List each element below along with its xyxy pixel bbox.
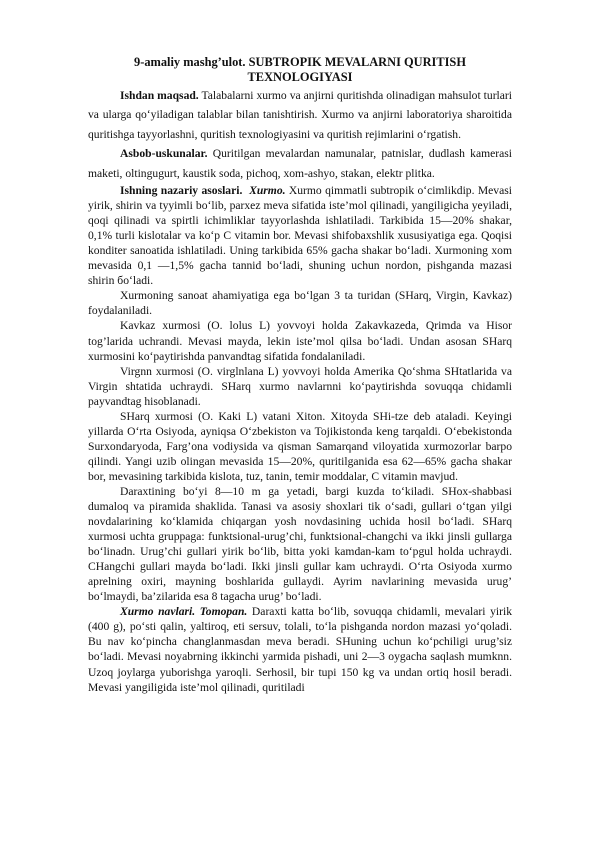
theory-text: Xurmo qimmatli subtropik o‘cimlikdip. Mevasi yirik, shirin va tyyimli bo‘lib, parxez meva sifatida iste’mol qilinadi, yangiligicha yeyiladi, qoqi qilinadi va spirtli ichimliklar tayyorlashda ishlatiladi. Tarkibida 15—20% shakar, 0,1% turli kislotalar va ko‘p C vitamin bor. Mevasi shifobaxshlik xususiyatiga ega. Qoqisi konditer sanoatida ishlatiladi. Uning tarkibida 65% gacha shakar bo‘ladi. Xurmoning xom mevasida 0,1 —1,5% gacha tannid bo‘ladi, shuning uchun nordon, pishganda mazasi shirin бo‘ladi. xyxy=(88,184,512,288)
paragraph-oriental-persimmon: SHarq xurmosi (O. Kaki L) vatani Xiton. Xitoyda SHi-tze deb ataladi. Keyingi yillarda O‘rta Osiyoda, ayniqsa O‘zbekiston va Tojikistonda keng tarqaldi. O‘ebekistonda Surxondaryoda, Farg’ona vodiysida va qisman Samarqand viloyatida xurmozorlar barpo qilindi. Yangi uzib olingan mevasida 15—20%, quritilganida esa 62—65% gacha shakar bor, mevasining tarkibida kislota, tuz, tanin, temir moddalar, C vitamin mavjud. xyxy=(88,409,512,483)
theory-heading: Ishning nazariy asoslari. xyxy=(120,184,243,198)
paragraph-theory xyxy=(88,183,512,288)
paragraph-caucasian-persimmon: Kavkaz xurmosi (O. lolus L) yovvoyi holda Zakavkazeda, Qrimda va Hisor tog’larida uchrandi. Mevasi mayda, lekin iste’mol qilsa bo‘ladi. Undan asosan SHarq xurmosini ko‘paytirishda panvandtag sifatida fondalaniladi. xyxy=(88,319,512,363)
paragraph-varieties xyxy=(88,604,512,694)
paragraph-objective xyxy=(88,86,512,144)
equipment-heading: Asbob-uskunalar. xyxy=(120,147,208,161)
document-page xyxy=(88,55,512,695)
persimmon-heading: Xurmo. xyxy=(249,184,286,198)
paragraph-species: Xurmoning sanoat ahamiyatiga ega bo‘lgan 3 ta turidan (SHarq, Virgin, Kavkaz) foydalaniladi. xyxy=(88,289,512,318)
paragraph-virginia-persimmon: Virgnn xurmosi (O. virglnlana L) yovvoyi holda Amerika Qo‘shma SHtatlarida va Virgin shtatida uchraydi. SHarq xurmo navlarnni ko‘paytirishda sovuqqa chidamli payvandtag hisoblanadi. xyxy=(88,364,512,408)
paragraph-tree-description: Daraxtining bo‘yi 8—10 m ga yetadi, bargi kuzda to‘kiladi. SHox-shabbasi dumaloq va piramida shaklida. Tanasi va asosiy shoxlari tik o‘sadi, gullari o‘tgan yilgi novdalarining ko‘klamida chiqargan yosh novdasining uchida hosil bo‘ladi. SHarq xurmosi uchta gruppaga: funktsional-urug’chi, funktsional-changchi va ikki jinsli gullarga bo‘linadn. Urug’chi gullari yirik bo‘lib, bitta yoki kamdan-kam to‘pgul holda uchraydi. CHangchi gullari mayda bo‘ladi. Ikki jinsli gullar kam uchraydi. O‘rta Osiyoda xurmo aprelning oxiri, mayning boshlarida gullaydi. Ayrim navlarining mevasida urug’ bo‘lmaydi, ba’zilarida esa 8 tagacha urug’ bo‘ladi. xyxy=(88,484,512,604)
objective-text: Talabalarni xurmo va anjirni quritishda olinadigan mahsulot turlari va ularga qo‘yiladigan talablar bilan tanishtirish. Xurmo va anjirni laboratoriya sharoitida quritishga tayyorlashni, quritish texnologiyasini va quritish rejimlarini o‘rgatish. xyxy=(88,89,512,141)
page-title: 9-amaliy mashg’ulot. SUBTROPIK MEVALARNI QURITISH TEXNOLOGIYASI xyxy=(134,55,466,84)
varieties-text: Daraxti katta bo‘lib, sovuqqa chidamli, mevalari yirik (400 g), po‘sti qalin, yaltiroq, eti sersuv, tolali, to‘la pishganda nordon mazasi yo‘qoladi. Bu nav ko‘pincha changlanmasdan meva beradi. SHuning uchun ko‘pchiligi urug’siz bo‘ladi. Mevasi noyabrning ikkinchi yarmida pishadi, uni 2—3 oygacha saqlash mumknn. Uzoq joylarga yuborishga yaroqli. Serhosil, bir tupi 150 kg va undan ortiq hosil beradi. Mevasi yangiligida iste’mol qilinadi, quritiladi xyxy=(88,605,512,694)
paragraph-equipment xyxy=(88,144,512,183)
varieties-heading: Xurmo navlari. Tomopan. xyxy=(120,605,248,619)
equipment-text: Quritilgan mevalardan namunalar, patnislar, dudlash kamerasi maketi, oltingugurt, kaustik soda, pichoq, xom-ashyo, stakan, elektr plitka. xyxy=(88,147,512,180)
objective-heading: Ishdan maqsad. xyxy=(120,89,199,102)
